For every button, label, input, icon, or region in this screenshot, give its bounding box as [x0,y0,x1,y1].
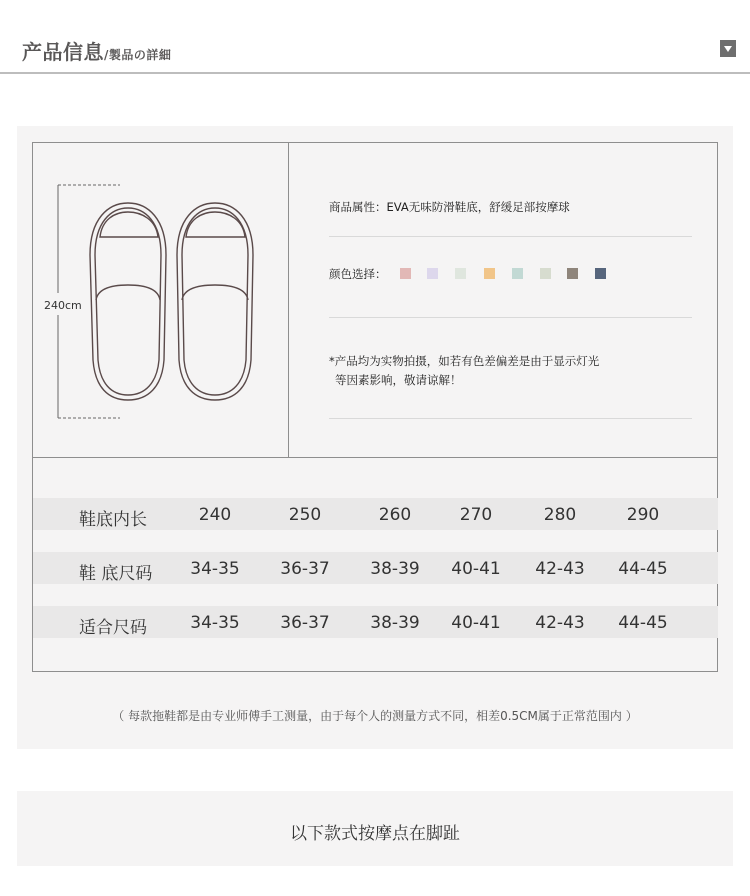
table-cell: 34-35 [190,559,240,579]
table-cell: 270 [459,505,493,525]
table-cell: 42-43 [535,613,585,633]
title-text: 产品信息 [22,40,104,64]
section-header [0,0,750,74]
color-swatch[interactable] [540,268,551,279]
note-line-1: *产品均为实物拍摄，如若有色差偏差是由于显示灯光 [329,354,600,368]
table-cell: 290 [626,505,660,525]
info-separator [329,418,692,419]
color-label: 颜色选择： [329,267,387,281]
table-cell: 44-45 [618,559,668,579]
product-attributes: 商品属性：EVA无味防滑鞋底，舒缓足部按摩球 [329,200,570,214]
table-cell: 40-41 [451,613,501,633]
subtitle-text: /製品の詳細 [104,48,172,62]
color-swatch[interactable] [484,268,495,279]
table-cell: 34-35 [190,613,240,633]
table-cell: 36-37 [280,559,330,579]
table-cell: 36-37 [280,613,330,633]
chevron-down-icon[interactable] [720,40,736,57]
header-divider [0,72,750,74]
color-swatch[interactable] [400,268,411,279]
table-cell: 40-41 [451,559,501,579]
dimension-label: 240cm [44,299,82,312]
note-line-2: 等因素影响，敬请谅解！ [335,373,462,387]
table-cell: 240 [198,505,232,525]
color-swatch[interactable] [427,268,438,279]
measurement-footnote: （ 每款拖鞋都是由专业师傅手工测量，由于每个人的测量方式不同，相差0.5CM属于正常范围内 ） [112,709,638,723]
color-note [329,352,599,390]
section-title [22,36,171,65]
table-cell: 44-45 [618,613,668,633]
row-label-inner-length: 鞋底内长 [79,510,147,530]
color-swatch[interactable] [567,268,578,279]
color-swatch[interactable] [595,268,606,279]
row-label-sole-size: 鞋 底尺码 [79,564,153,584]
table-cell: 250 [288,505,322,525]
table-cell: 38-39 [370,559,420,579]
color-swatch[interactable] [455,268,466,279]
table-cell: 280 [543,505,577,525]
left-slipper-icon [90,203,166,400]
horizontal-divider [32,457,718,458]
info-separator [329,317,692,318]
bottom-banner [17,791,733,866]
table-cell: 42-43 [535,559,585,579]
row-label-fit-size: 适合尺码 [79,618,147,638]
table-cell: 260 [378,505,412,525]
color-swatch[interactable] [512,268,523,279]
vertical-divider [288,142,289,457]
bottom-banner-text: 以下款式按摩点在脚趾 [290,824,460,844]
info-separator [329,236,692,237]
right-slipper-icon [177,203,253,400]
table-cell: 38-39 [370,613,420,633]
